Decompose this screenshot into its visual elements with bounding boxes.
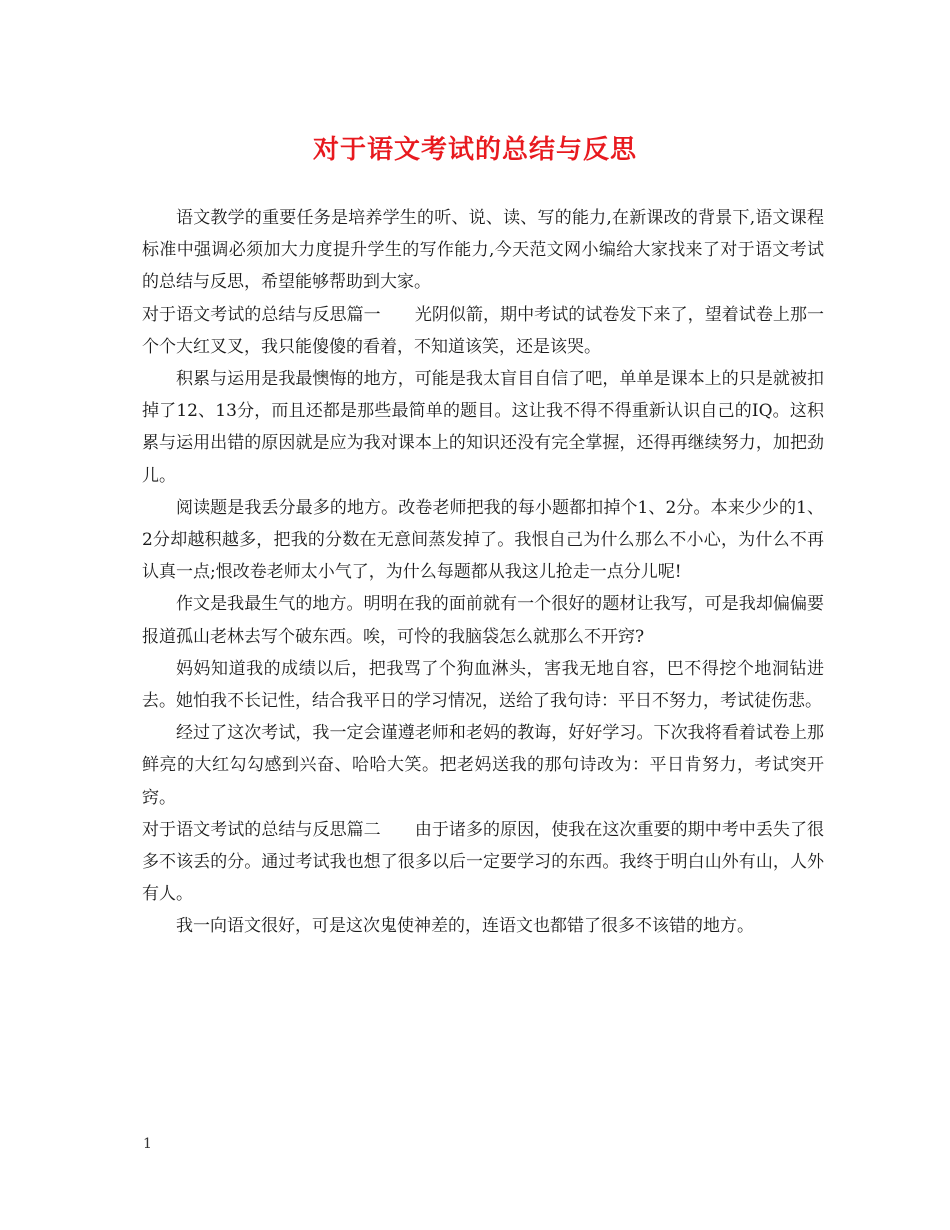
paragraph-section-one-heading: 对于语文考试的总结与反思篇一 光阴似箭，期中考试的试卷发下来了，望着试卷上那一个个大红叉叉，我只能傻傻的看着，不知道该笑，还是该哭。 [142,304,824,357]
page-number: 1 [143,1136,152,1152]
paragraph-resolution: 经过了这次考试，我一定会谨遵老师和老妈的教诲，好好学习。下次我将看着试卷上那鲜亮的大红勾勾感到兴奋、哈哈大笑。把老妈送我的那句诗改为：平日肯努力，考试突开窍。 [142,723,824,808]
paragraph-mother: 妈妈知道我的成绩以后，把我骂了个狗血淋头，害我无地自容，巴不得挖个地洞钻进去。她怕我不长记性，结合我平日的学习情况，送给了我句诗：平日不努力，考试徒伤悲。 [142,658,824,712]
paragraph-composition: 作文是我最生气的地方。明明在我的面前就有一个很好的题材让我写，可是我却偏偏要报道孤山老林去写个破东西。唉，可怜的我脑袋怎么就那么不开窍? [142,594,824,647]
paragraph-intro: 语文教学的重要任务是培养学生的听、说、读、写的能力,在新课改的背景下,语文课程标准中强调必须加大力度提升学生的写作能力,今天范文网小编给大家找来了对于语文考试的总结与反思，希望能够帮助到大家。 [142,208,824,293]
paragraph-reading: 阅读题是我丢分最多的地方。改卷老师把我的每小题都扣掉个1、2分。本来少少的1、2分却越积越多，把我的分数在无意间蒸发掉了。我恨自己为什么那么不小心，为什么不再认真一点;恨改卷老师太小气了，为什么每题都从我这儿抢走一点分儿呢! [142,497,824,583]
paragraph-accumulation: 积累与运用是我最懊悔的地方，可能是我太盲目自信了吧，单单是课本上的只是就被扣掉了12、13分，而且还都是那些最简单的题目。这让我不得不得重新认识自己的IQ。这积累与运用出错的原因就是应为我对课本上的知识还没有完全掌握，还得再继续努力，加把劲儿。 [142,369,824,486]
paragraph-section-two-heading: 对于语文考试的总结与反思篇二 由于诸多的原因，使我在这次重要的期中考中丢失了很多不该丢的分。通过考试我也想了很多以后一定要学习的东西。我终于明白山外有山，人外有人。 [142,819,824,905]
paragraph-chinese-usually-good: 我一向语文很好，可是这次鬼使神差的，连语文也都错了很多不该错的地方。 [176,916,754,937]
document-body [142,202,824,943]
document-title: 对于语文考试的总结与反思 [312,135,637,165]
